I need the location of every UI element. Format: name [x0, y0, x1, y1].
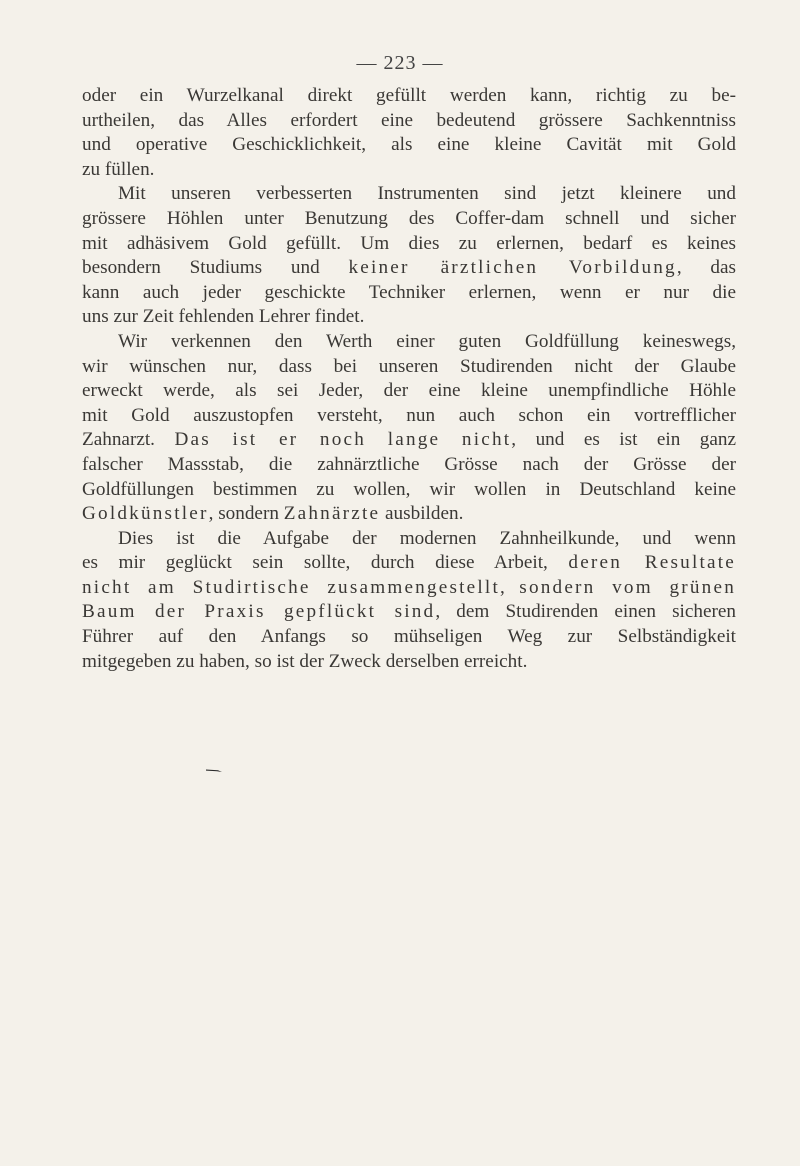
- spaced-emphasis: sondern vom grünen: [519, 576, 736, 598]
- text-line: [82, 207, 736, 232]
- text-run: und operative Geschicklichkeit, als eine kleine Cavität mit Gold: [82, 134, 736, 156]
- text-line: [82, 478, 736, 503]
- text-run: Mit unseren verbesserten Instrumenten sind jetzt kleinere und: [118, 183, 736, 205]
- text-run: kann auch jeder geschickte Techniker erlernen, wenn er nur die: [82, 281, 736, 303]
- text-line: [82, 182, 736, 207]
- text-line: [82, 305, 736, 330]
- text-line: [82, 379, 736, 404]
- text-run: oder ein Wurzelkanal direkt gefüllt werden kann, richtig zu be-: [82, 85, 736, 106]
- text-run: , und es ist ein ganz: [511, 429, 736, 451]
- text-run: mit Gold auszustopfen versteht, nun auch schon ein vortrefflicher: [82, 404, 736, 426]
- spaced-emphasis: deren Resultate: [568, 552, 737, 574]
- text-run: besondern Studiums und: [82, 257, 349, 279]
- text-line: [82, 600, 736, 625]
- text-line: [82, 428, 736, 453]
- text-run: , sondern: [208, 503, 284, 525]
- text-line: [82, 551, 736, 576]
- text-line: [82, 355, 736, 380]
- text-run: Zahnarzt.: [82, 429, 175, 451]
- printer-mark-icon: [206, 768, 222, 773]
- text-run: , das: [676, 257, 736, 279]
- spaced-emphasis: keiner ärztlichen Vorbildung: [348, 257, 677, 279]
- text-line: [82, 256, 736, 281]
- text-line: [82, 84, 736, 109]
- page-number: — 223 —: [356, 52, 444, 74]
- paragraph: [82, 84, 736, 182]
- text-run: Wir verkennen den Werth einer guten Goldfüllung keineswegs,: [118, 330, 736, 352]
- text-line: [82, 650, 736, 675]
- text-line: [82, 502, 736, 527]
- text-run: ausbilden.: [380, 503, 464, 525]
- paragraph: [82, 527, 736, 675]
- body-text: [82, 84, 736, 674]
- text-line: [82, 404, 736, 429]
- text-line: [82, 527, 736, 552]
- text-line: [82, 576, 736, 601]
- spaced-emphasis: Zahnärzte: [283, 503, 381, 525]
- spaced-emphasis: Das ist er noch lange nicht: [174, 429, 512, 451]
- text-run: mitgegeben zu haben, so ist der Zweck derselben erreicht.: [82, 650, 528, 672]
- text-run: , dem Studirenden einen sicheren: [435, 601, 736, 623]
- text-line: [82, 281, 736, 306]
- spaced-emphasis: Baum der Praxis gepflückt sind: [82, 601, 436, 623]
- text-run: mit adhäsivem Gold gefüllt. Um dies zu erlernen, bedarf es keines: [82, 232, 736, 254]
- text-line: [82, 625, 736, 650]
- text-line: [82, 158, 736, 183]
- text-line: [82, 109, 736, 134]
- text-run: wir wünschen nur, dass bei unseren Studirenden nicht der Glaube: [82, 355, 736, 377]
- spaced-emphasis: nicht am Studirtische zusammengestellt: [82, 576, 500, 598]
- text-run: Führer auf den Anfangs so mühseligen Weg zur Selbständigkeit: [82, 626, 736, 648]
- text-run: erweckt werde, als sei Jeder, der eine kleine unempfindliche Höhle: [82, 380, 736, 402]
- text-run: grössere Höhlen unter Benutzung des Coffer-dam schnell und sicher: [82, 207, 736, 229]
- text-line: [82, 330, 736, 355]
- text-line: [82, 133, 736, 158]
- text-run: zu füllen.: [82, 158, 155, 180]
- text-line: [82, 453, 736, 478]
- paragraph: [82, 330, 736, 527]
- text-run: urtheilen, das Alles erfordert eine bedeutend grössere Sachkenntniss: [82, 109, 736, 131]
- text-run: Dies ist die Aufgabe der modernen Zahnheilkunde, und wenn: [118, 527, 736, 549]
- text-run: ,: [500, 576, 520, 598]
- text-run: Goldfüllungen bestimmen zu wollen, wir wollen in Deutschland keine: [82, 478, 736, 500]
- text-run: uns zur Zeit fehlenden Lehrer findet.: [82, 306, 365, 328]
- text-run: es mir geglückt sein sollte, durch diese Arbeit,: [82, 552, 569, 574]
- paragraph: [82, 182, 736, 330]
- text-line: [82, 232, 736, 257]
- text-run: falscher Massstab, die zahnärztliche Grösse nach der Grösse der: [82, 453, 736, 475]
- spaced-emphasis: Goldkünstler: [82, 503, 209, 525]
